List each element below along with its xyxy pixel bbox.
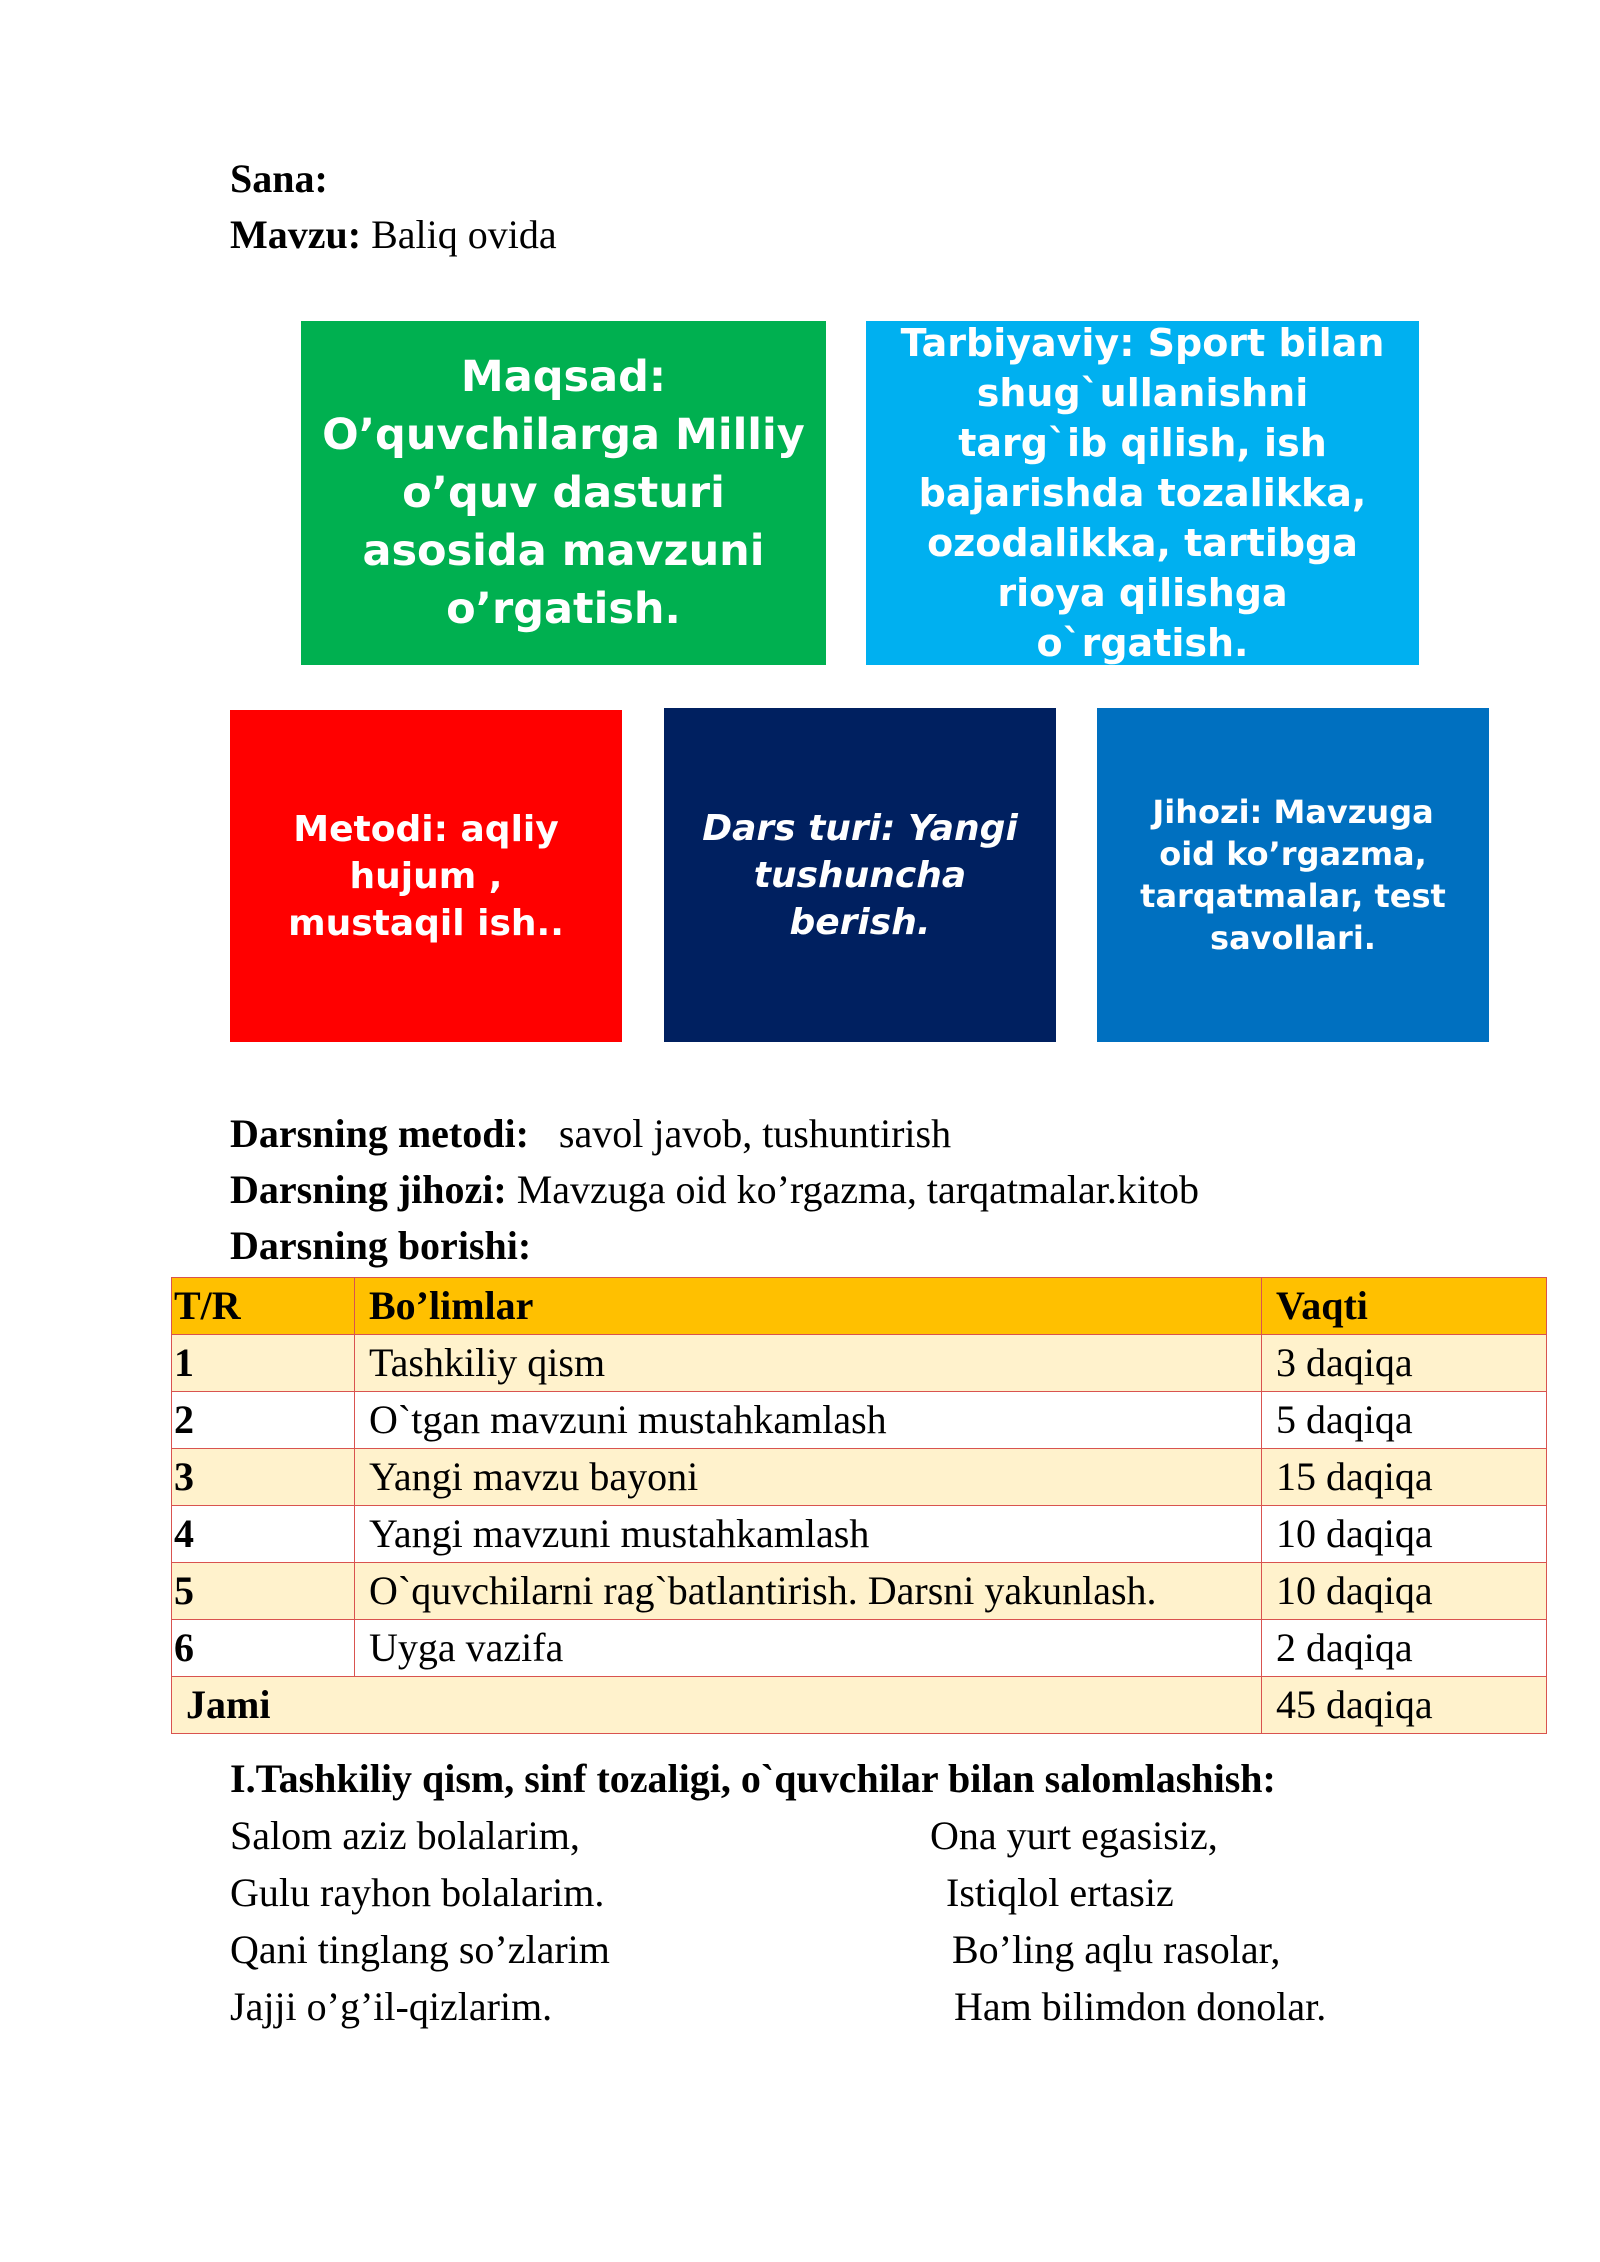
jihozi-box xyxy=(1097,708,1489,1042)
table-row xyxy=(172,1335,1547,1392)
darsning-jihozi-value: Mavzuga oid ko’rgazma, tarqatmalar.kitob xyxy=(506,1167,1200,1212)
row-time: 10 daqiqa xyxy=(1262,1506,1547,1563)
row-number: 5 xyxy=(172,1563,355,1620)
header-bolimlar: Bo’limlar xyxy=(355,1278,1262,1335)
row-time: 2 daqiqa xyxy=(1262,1620,1547,1677)
table-header-row xyxy=(172,1278,1547,1335)
darsning-jihozi-label: Darsning jihozi: xyxy=(230,1167,507,1212)
lesson-plan-table xyxy=(171,1277,1547,1734)
row-section: O`quvchilarni rag`batlantirish. Darsni yakunlash. xyxy=(355,1563,1262,1620)
total-label: Jami xyxy=(172,1677,1262,1734)
row-time: 15 daqiqa xyxy=(1262,1449,1547,1506)
metodi-box xyxy=(230,710,622,1042)
sana-label: Sana: xyxy=(230,156,328,201)
mavzu-value: Baliq ovida xyxy=(361,212,557,257)
row-section: Yangi mavzuni mustahkamlash xyxy=(355,1506,1262,1563)
total-value: 45 daqiqa xyxy=(1262,1677,1547,1734)
row-time: 3 daqiqa xyxy=(1262,1335,1547,1392)
row-number: 6 xyxy=(172,1620,355,1677)
darsning-borishi-label: Darsning borishi: xyxy=(230,1223,532,1268)
row-number: 1 xyxy=(172,1335,355,1392)
poem-left-line-2: Gulu rayhon bolalarim. xyxy=(230,1870,605,1915)
table-row xyxy=(172,1506,1547,1563)
row-time: 5 daqiqa xyxy=(1262,1392,1547,1449)
table-total-row xyxy=(172,1677,1547,1734)
table-row xyxy=(172,1563,1547,1620)
poem-left-line-4: Jajji o’g’il-qizlarim. xyxy=(230,1984,553,2029)
mavzu-line xyxy=(230,211,557,259)
table-row xyxy=(172,1392,1547,1449)
section-heading: I.Tashkiliy qism, sinf tozaligi, o`quvchilar bilan salomlashish: xyxy=(230,1756,1276,1801)
metodi-text: Metodi: aqliy hujum , mustaqil ish.. xyxy=(288,808,564,944)
table-row xyxy=(172,1620,1547,1677)
mavzu-label: Mavzu: xyxy=(230,212,362,257)
dars-turi-box xyxy=(664,708,1056,1042)
darsning-metodi-value: savol javob, tushuntirish xyxy=(528,1111,952,1156)
row-section: O`tgan mavzuni mustahkamlash xyxy=(355,1392,1262,1449)
poem-right-line-1: Ona yurt egasisiz, xyxy=(930,1813,1218,1858)
row-number: 2 xyxy=(172,1392,355,1449)
row-section: Tashkiliy qism xyxy=(355,1335,1262,1392)
poem-left-line-1: Salom aziz bolalarim, xyxy=(230,1813,580,1858)
row-section: Yangi mavzu bayoni xyxy=(355,1449,1262,1506)
header-tr: T/R xyxy=(172,1278,355,1335)
table-row xyxy=(172,1449,1547,1506)
jihozi-text: Jihozi: Mavzuga oid ko’rgazma, tarqatmalar, test savollari. xyxy=(1140,793,1446,957)
header-vaqti: Vaqti xyxy=(1262,1278,1547,1335)
darsning-metodi-line xyxy=(230,1110,951,1158)
row-number: 4 xyxy=(172,1506,355,1563)
tarbiyaviy-box xyxy=(866,321,1419,665)
poem-left-line-3: Qani tinglang so’zlarim xyxy=(230,1927,610,1972)
poem-right-line-2: Istiqlol ertasiz xyxy=(946,1870,1174,1915)
darsning-metodi-label: Darsning metodi: xyxy=(230,1111,529,1156)
poem-right-line-3: Bo’ling aqlu rasolar, xyxy=(952,1927,1281,1972)
poem-right-line-4: Ham bilimdon donolar. xyxy=(954,1984,1327,2029)
dars-turi-text: Dars turi: Yangi tushuncha berish. xyxy=(702,807,1018,943)
darsning-jihozi-line xyxy=(230,1166,1199,1214)
row-number: 3 xyxy=(172,1449,355,1506)
row-section: Uyga vazifa xyxy=(355,1620,1262,1677)
row-time: 10 daqiqa xyxy=(1262,1563,1547,1620)
maqsad-box xyxy=(301,321,826,665)
maqsad-text: Maqsad: O’quvchilarga Milliy o’quv dasturi asosida mavzuni o’rgatish. xyxy=(322,352,805,634)
tarbiyaviy-text: Tarbiyaviy: Sport bilan shug`ullanishni targ`ib qilish, ish bajarishda tozalikka, ozodalikka, tartibga rioya qilishga o`rgatish. xyxy=(900,321,1385,665)
